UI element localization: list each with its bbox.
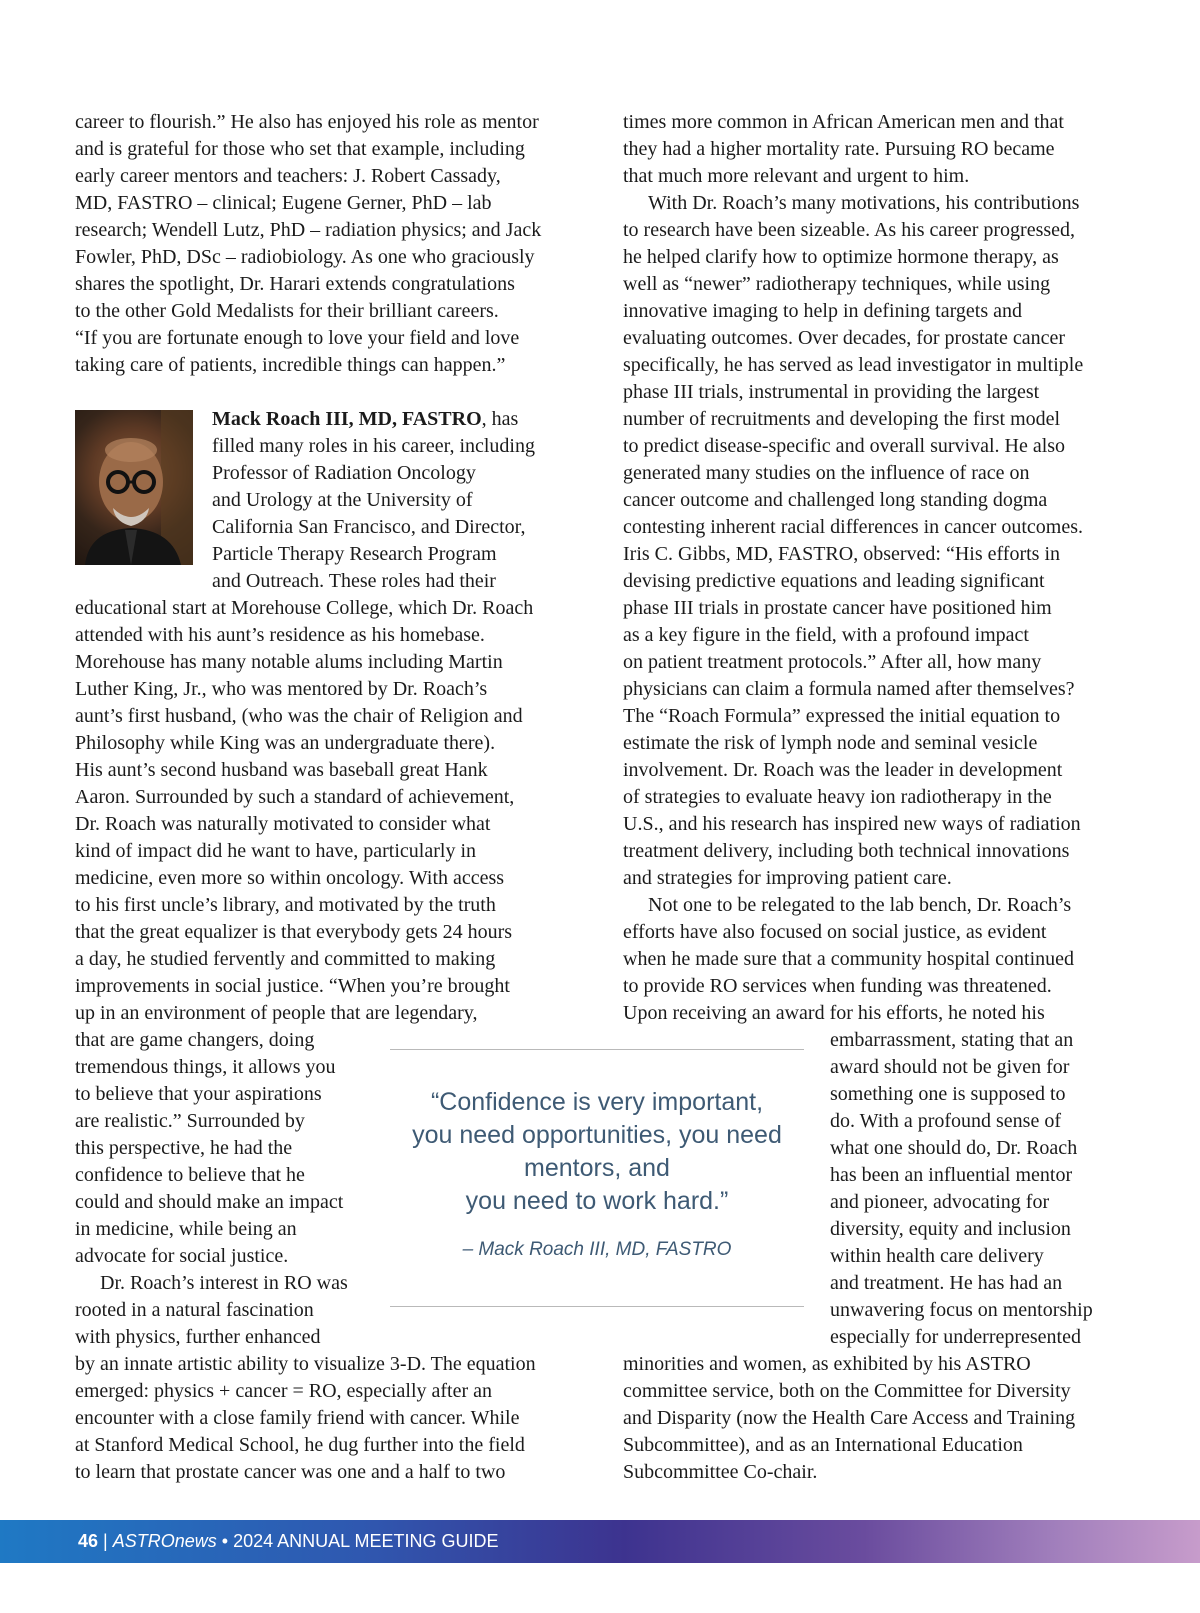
text-line: Luther King, Jr., who was mentored by Dr. Roach’s — [75, 678, 488, 700]
text-line: this perspective, he had the — [75, 1137, 293, 1159]
text-line: Subcommittee), and as an International Education — [623, 1434, 1023, 1456]
text-line: that much more relevant and urgent to him. — [623, 165, 970, 187]
text-line: devising predictive equations and leading significant — [623, 570, 1045, 592]
text-line: when he made sure that a community hospital continued — [623, 948, 1074, 970]
text-line: to predict disease-specific and overall survival. He also — [623, 435, 1066, 457]
text-line: rooted in a natural fascination — [75, 1299, 314, 1321]
text-line: and strategies for improving patient care. — [623, 867, 952, 889]
text-line: taking care of patients, incredible things can happen.” — [75, 354, 506, 376]
footer-text — [78, 1530, 499, 1552]
text-line: especially for underrepresented — [830, 1326, 1081, 1348]
text-line: to the other Gold Medalists for their brilliant careers. — [75, 300, 499, 322]
text-line: filled many roles in his career, including — [212, 435, 535, 457]
text-line: that the great equalizer is that everybody gets 24 hours — [75, 921, 513, 943]
magazine-name: ASTROnews — [112, 1531, 217, 1551]
text-line: well as “newer” radiotherapy techniques, while using — [623, 273, 1051, 295]
text-line: advocate for social justice. — [75, 1245, 289, 1267]
text-line: he helped clarify how to optimize hormone therapy, as — [623, 246, 1059, 268]
text-line: Fowler, PhD, DSc – radiobiology. As one who graciously — [75, 246, 535, 268]
text-line: phase III trials, instrumental in providing the largest — [623, 381, 1040, 403]
footer-separator: | — [103, 1531, 108, 1551]
text-line: and pioneer, advocating for — [830, 1191, 1050, 1213]
text-line: physicians can claim a formula named after themselves? — [623, 678, 1075, 700]
blank-line — [75, 379, 580, 406]
portrait-photo — [75, 410, 193, 565]
text-line: as a key figure in the field, with a profound impact — [623, 624, 1029, 646]
page-number: 46 — [78, 1531, 99, 1551]
text-line: that are game changers, doing — [75, 1029, 315, 1051]
text-line: and is grateful for those who set that example, including — [75, 138, 525, 160]
text-line: committee service, both on the Committee for Diversity — [623, 1380, 1071, 1402]
text-line: cancer outcome and challenged long standing dogma — [623, 489, 1048, 511]
text-line: diversity, equity and inclusion — [830, 1218, 1071, 1240]
text-line: phase III trials in prostate cancer have positioned him — [623, 597, 1052, 619]
text-line: U.S., and his research has inspired new ways of radiation — [623, 813, 1081, 835]
text-line: by an innate artistic ability to visualize 3-D. The equation — [75, 1353, 536, 1375]
quote-line: mentors, and — [524, 1154, 670, 1182]
text-line: emerged: physics + cancer = RO, especially after an — [75, 1380, 493, 1402]
text-line: aunt’s first husband, (who was the chair of Religion and — [75, 705, 523, 727]
text-line: treatment delivery, including both technical innovations — [623, 840, 1070, 862]
text-line: to his first uncle’s library, and motivated by the truth — [75, 894, 496, 916]
text-line: with physics, further enhanced — [75, 1326, 321, 1348]
issue-title: 2024 ANNUAL MEETING GUIDE — [233, 1531, 499, 1551]
text-line: Professor of Radiation Oncology — [212, 462, 476, 484]
text-line: research; Wendell Lutz, PhD – radiation physics; and Jack — [75, 219, 542, 241]
text-line: could and should make an impact — [75, 1191, 344, 1213]
text-line: improvements in social justice. “When you’re brought — [75, 975, 510, 997]
text-line: confidence to believe that he — [75, 1164, 305, 1186]
text-line: to believe that your aspirations — [75, 1083, 322, 1105]
text-line: efforts have also focused on social justice, as evident — [623, 921, 1047, 943]
text-line: tremendous things, it allows you — [75, 1056, 336, 1078]
text-line: award should not be given for — [830, 1056, 1070, 1078]
footer-bullet: • — [221, 1531, 229, 1551]
text-line: career to flourish.” He also has enjoyed his role as mentor — [75, 111, 539, 133]
text-line: “If you are fortunate enough to love your field and love — [75, 327, 520, 349]
text-line: Particle Therapy Research Program — [212, 543, 497, 565]
text-line: educational start at Morehouse College, which Dr. Roach — [75, 597, 534, 619]
text-line: Dr. Roach’s interest in RO was — [100, 1272, 348, 1294]
text-line: encounter with a close family friend with cancer. While — [75, 1407, 520, 1429]
text-line: attended with his aunt’s residence as his homebase. — [75, 624, 485, 646]
text-line: do. With a profound sense of — [830, 1110, 1062, 1132]
portrait-illustration — [75, 410, 193, 565]
text-line: estimate the risk of lymph node and seminal vesicle — [623, 732, 1038, 754]
quote-spacer — [390, 1050, 804, 1086]
text-line: unwavering focus on mentorship — [830, 1299, 1093, 1321]
quote-line: you need opportunities, you need — [412, 1121, 782, 1149]
text-line: something one is supposed to — [830, 1083, 1066, 1105]
text-line: minorities and women, as exhibited by his ASTRO — [623, 1353, 1031, 1375]
text-line: are realistic.” Surrounded by — [75, 1110, 305, 1132]
text-line: Aaron. Surrounded by such a standard of achievement, — [75, 786, 515, 808]
profile-name: Mack Roach III, MD, FASTRO — [212, 408, 482, 430]
text-line: early career mentors and teachers: J. Robert Cassady, — [75, 165, 501, 187]
text-line: Upon receiving an award for his efforts, he noted his — [623, 1002, 1045, 1024]
text-line: involvement. Dr. Roach was the leader in development — [623, 759, 1063, 781]
text-line: of strategies to evaluate heavy ion radiotherapy in the — [623, 786, 1052, 808]
pull-quote — [390, 1049, 804, 1307]
text-line: Subcommittee Co-chair. — [623, 1461, 818, 1483]
text-line: to learn that prostate cancer was one and a half to two — [75, 1461, 506, 1483]
text-line: up in an environment of people that are legendary, — [75, 1002, 478, 1024]
text-line: embarrassment, stating that an — [830, 1029, 1074, 1051]
text-line: shares the spotlight, Dr. Harari extends congratulations — [75, 273, 515, 295]
text-line: specifically, he has served as lead investigator in multiple — [623, 354, 1084, 376]
text-line: Philosophy while King was an undergraduate there). — [75, 732, 496, 754]
text-line: kind of impact did he want to have, particularly in — [75, 840, 476, 862]
text-line: to research have been sizeable. As his career progressed, — [623, 219, 1076, 241]
text-line: medicine, even more so within oncology. With access — [75, 867, 505, 889]
text-line: Not one to be relegated to the lab bench, Dr. Roach’s — [648, 894, 1072, 916]
text-line: has been an influential mentor — [830, 1164, 1073, 1186]
text-line: they had a higher mortality rate. Pursuing RO became — [623, 138, 1055, 160]
text-line: Morehouse has many notable alums including Martin — [75, 651, 503, 673]
quote-line: you need to work hard.” — [465, 1187, 729, 1215]
text-line: With Dr. Roach’s many motivations, his contributions — [648, 192, 1080, 214]
text-line: and Outreach. These roles had their — [212, 570, 496, 592]
text-line: evaluating outcomes. Over decades, for prostate cancer — [623, 327, 1066, 349]
text-line: within health care delivery — [830, 1245, 1044, 1267]
text-line: generated many studies on the influence of race on — [623, 462, 1030, 484]
text-line: times more common in African American men and that — [623, 111, 1064, 133]
text-line: Iris C. Gibbs, MD, FASTRO, observed: “His efforts in — [623, 543, 1061, 565]
text-line: number of recruitments and developing the first model — [623, 408, 1061, 430]
text-line: and Urology at the University of — [212, 489, 473, 511]
text-line: at Stanford Medical School, he dug further into the field — [75, 1434, 525, 1456]
text-line: innovative imaging to help in defining targets and — [623, 300, 1022, 322]
quote-attribution: – Mack Roach III, MD, FASTRO — [462, 1239, 732, 1260]
text-line: in medicine, while being an — [75, 1218, 297, 1240]
text-line: on patient treatment protocols.” After all, how many — [623, 651, 1042, 673]
text-line: a day, he studied fervently and committed to making — [75, 948, 496, 970]
text-line: His aunt’s second husband was baseball great Hank — [75, 759, 488, 781]
text-line: MD, FASTRO – clinical; Eugene Gerner, PhD – lab — [75, 192, 492, 214]
text-line: and Disparity (now the Health Care Access and Training — [623, 1407, 1076, 1429]
text-line: what one should do, Dr. Roach — [830, 1137, 1078, 1159]
footer-bar — [0, 1520, 1200, 1563]
text-line: and treatment. He has had an — [830, 1272, 1063, 1294]
text-line: California San Francisco, and Director, — [212, 516, 526, 538]
text-line: contesting inherent racial differences in cancer outcomes. — [623, 516, 1083, 538]
text-line: The “Roach Formula” expressed the initial equation to — [623, 705, 1061, 727]
quote-line: “Confidence is very important, — [430, 1088, 764, 1116]
text-line: to provide RO services when funding was threatened. — [623, 975, 1052, 997]
profile-name-suffix: , has — [481, 408, 519, 430]
text-line: Dr. Roach was naturally motivated to consider what — [75, 813, 491, 835]
